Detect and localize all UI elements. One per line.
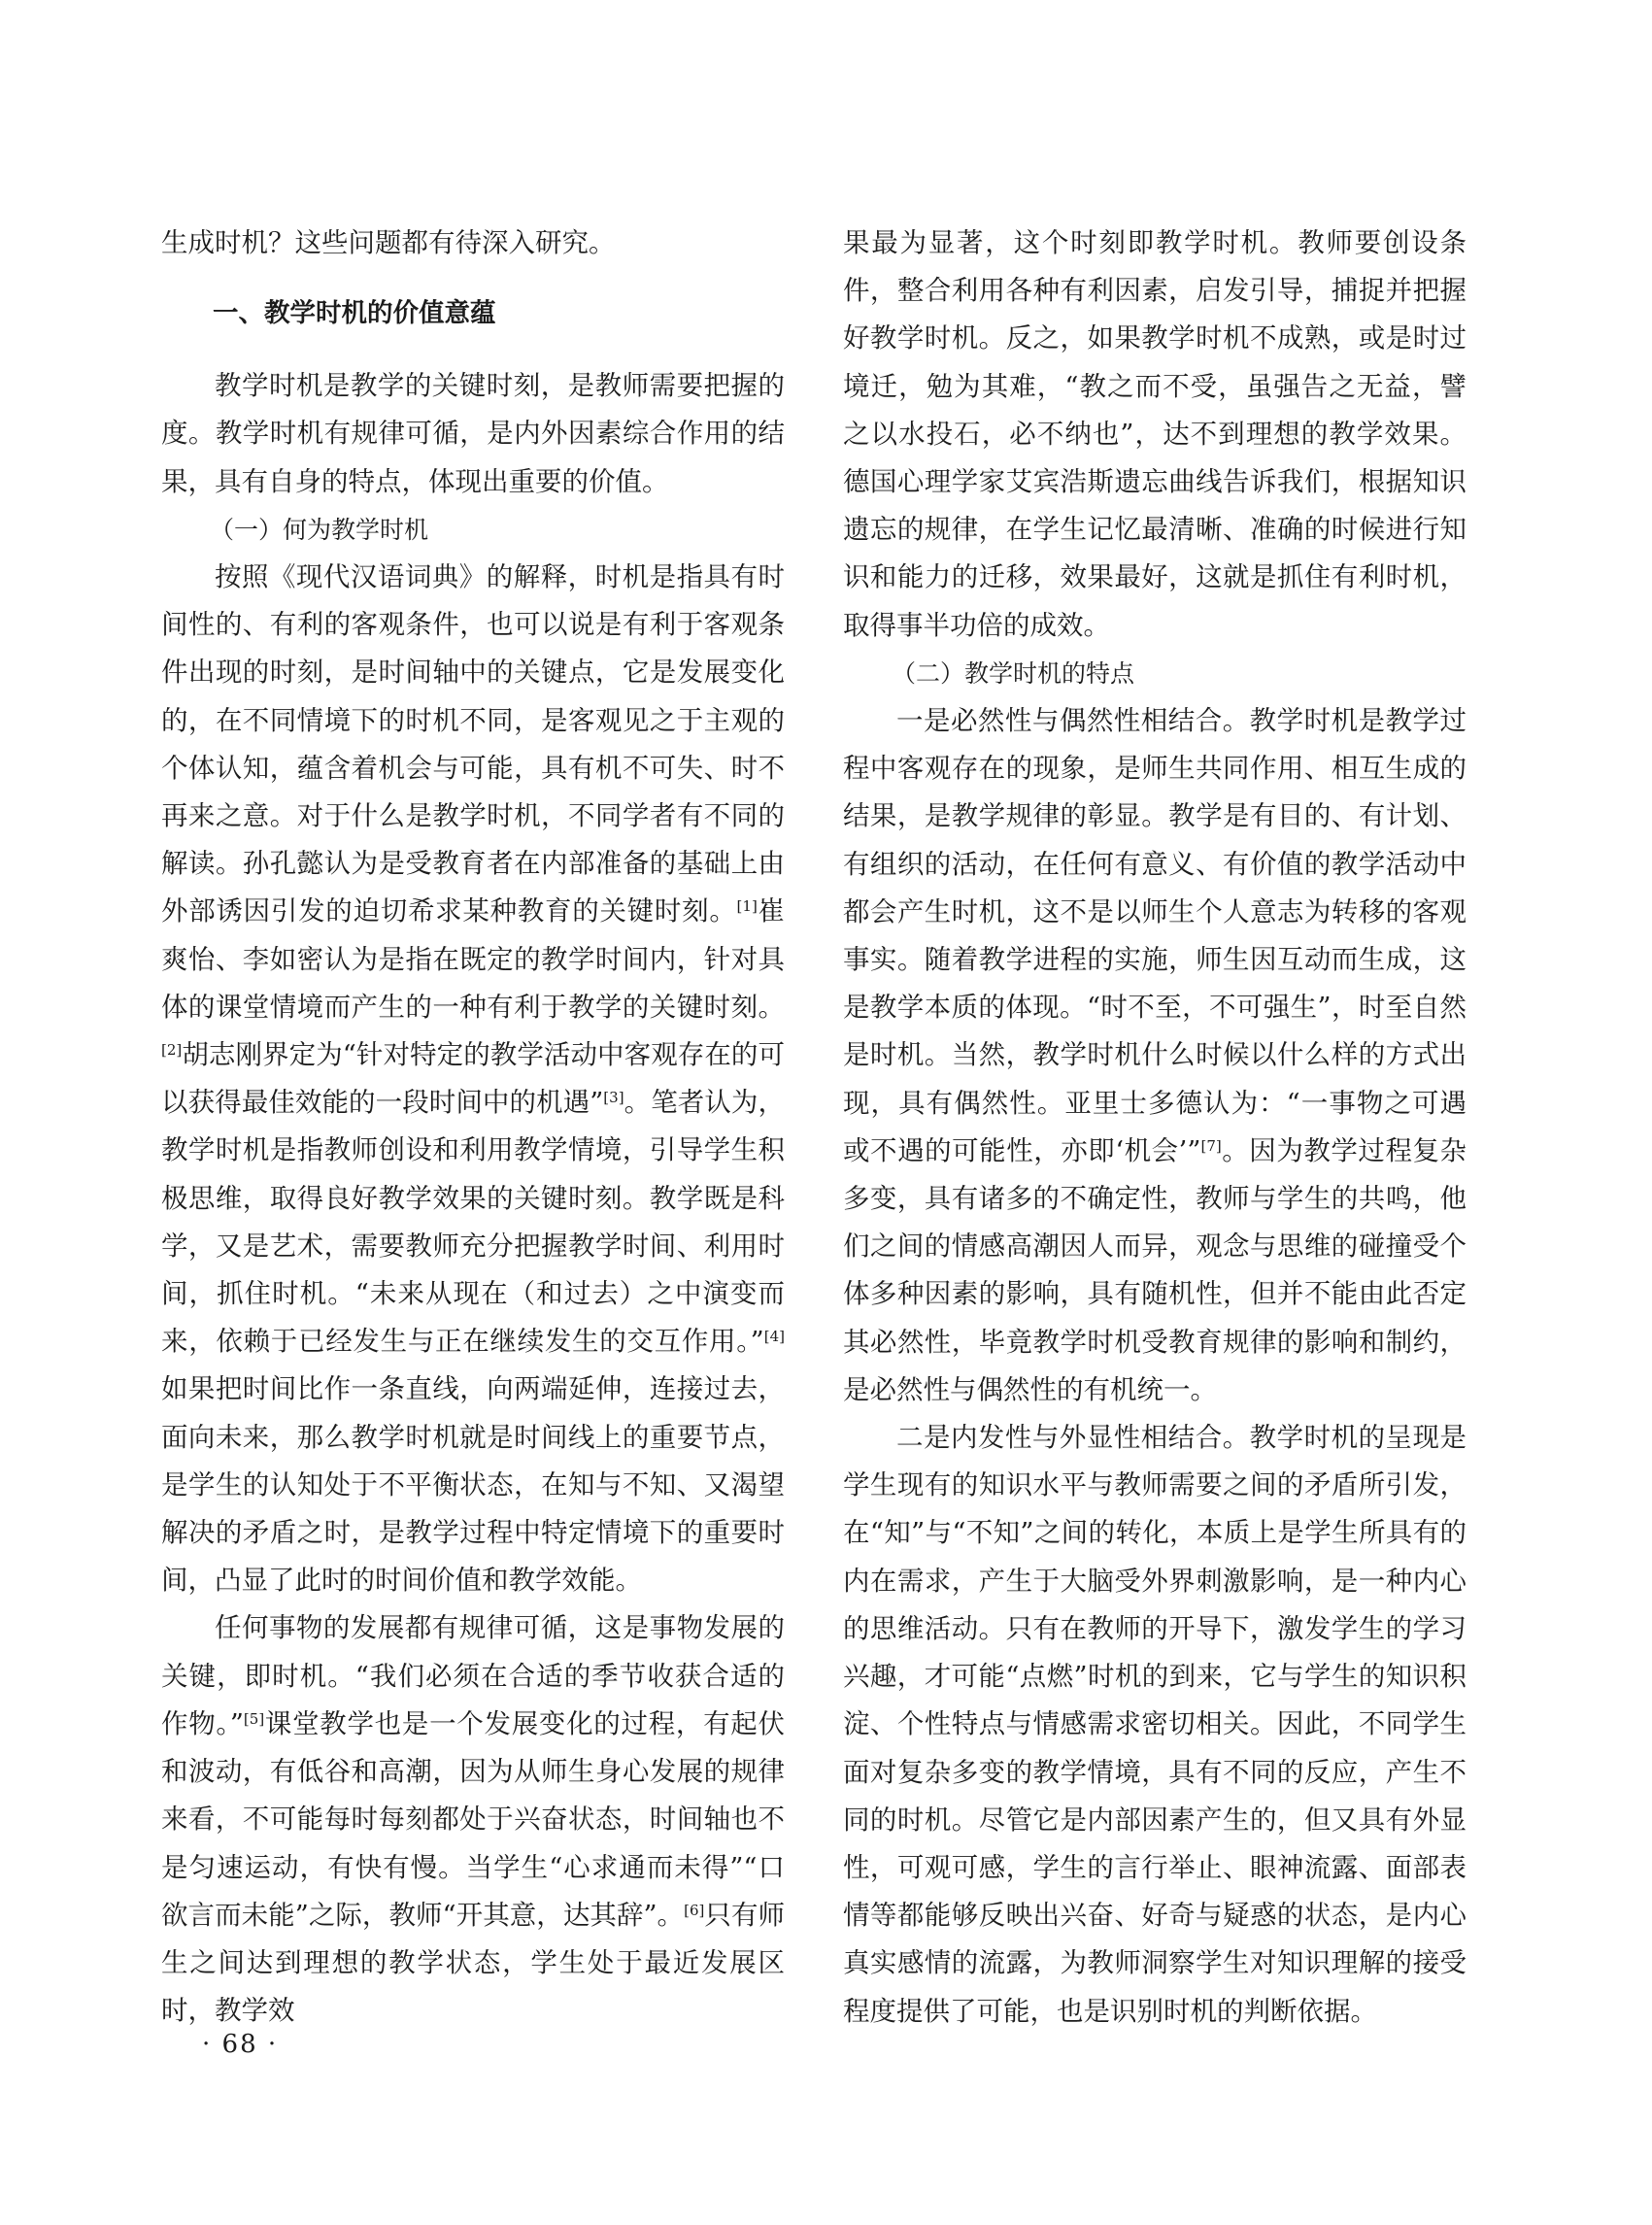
citation-6: [6] <box>684 1901 705 1919</box>
page-number: · 68 · <box>202 2030 279 2059</box>
text-run: 。笔者认为，教学时机是指教师创设和利用教学情境，引导学生积极思维，取得良好教学效果的关键时刻。教学既是科学，又是艺术，需要教师充分把握教学时间、利用时间，抓住时机。“未来从现在（和过去）之中演变而来，依赖于已经发生与正在继续发生的交互作用。” <box>161 1087 786 1358</box>
subsection-heading-2: （二）教学时机的特点 <box>892 658 1135 688</box>
citation-2: [2] <box>161 1041 183 1060</box>
text-run: 崔爽怡、李如密认为是指在既定的教学时间内，针对具体的课堂情境而产生的一种有利于教学的关键时刻。 <box>161 895 786 1023</box>
paragraph-section-intro: 教学时机是教学的关键时刻，是教师需要把握的度。教学时机有规律可循，是内外因素综合作用的结果，具有自身的特点，体现出重要的价值。 <box>161 370 785 497</box>
text-run: 胡志刚界定为“针对特定的教学活动中客观存在的可以获得最佳效能的一段时间中的机遇” <box>161 1039 785 1119</box>
right-column <box>843 219 1467 2036</box>
text-run: 如果把时间比作一条直线，向两端延伸，连接过去，面向未来，那么教学时机就是时间线上的重要节点，是学生的认知处于不平衡状态，在知与不知、又渴望解决的矛盾之时，是教学过程中特定情境下的重要时间，凸显了此时的时间价值和教学效能。 <box>161 1373 785 1597</box>
text-run: 。因为教学过程复杂多变，具有诸多的不确定性，教师与学生的共鸣，他们之间的情感高潮因人而异，观念与思维的碰撞受个体多种因素的影响，具有随机性，但并不能由此否定其必然性，毕竟教学时机受教育规律的影响和制约，是必然性与偶然性的有机统一。 <box>843 1134 1467 1405</box>
citation-4: [4] <box>763 1328 785 1346</box>
subsection-heading-1: （一）何为教学时机 <box>210 515 429 544</box>
paragraph-intro-end: 生成时机？这些问题都有待深入研究。 <box>161 227 616 258</box>
citation-5: [5] <box>243 1709 265 1728</box>
text-run: 课堂教学也是一个发展变化的过程，有起伏和波动，有低谷和高潮，因为从师生身心发展的规律来看，不可能每时每刻都处于兴奋状态，时间轴也不是匀速运动，有快有慢。当学生“心求通而未得”“口欲言而未能”之际，教师“开其意，达其辞”。 <box>161 1707 786 1931</box>
paragraph-feature-1 <box>843 697 1467 1414</box>
text-run: 任何事物的发展都有规律可循，这是事物发展的关键，即时机。“我们必须在合适的季节收获合适的作物。” <box>161 1612 785 1739</box>
text-run: 按照《现代汉语词典》的解释，时机是指具有时间性的、有利的客观条件，也可以说是有利于客观条件出现的时刻，是时间轴中的关键点，它是发展变化的，在不同情境下的时机不同，是客观见之于主观的个体认知，蕴含着机会与可能，具有机不可失、时不再来之意。对于什么是教学时机，不同学者有不同的解读。孙孔懿认为是受教育者在内部准备的基础上由外部诱因引发的迫切希求某种教育的关键时刻。 <box>161 561 785 927</box>
citation-1: [1] <box>736 897 758 916</box>
paragraph-definition <box>161 554 785 1604</box>
citation-7: [7] <box>1200 1136 1222 1155</box>
paragraph-development <box>161 1604 785 2035</box>
paragraph-continuation: 果最为显著，这个时刻即教学时机。教师要创设条件，整合利用各种有利因素，启发引导，捕捉并把握好教学时机。反之，如果教学时机不成熟，或是时过境迁，勉为其难，“教之而不受，虽强告之无益，譬之以水投石，必不纳也”，达不到理想的教学效果。德国心理学家艾宾浩斯遗忘曲线告诉我们，根据知识遗忘的规律，在学生记忆最清晰、准确的时候进行知识和能力的迁移，效果最好，这就是抓住有利时机，取得事半功倍的成效。 <box>843 227 1467 641</box>
text-run: 只有师生之间达到理想的教学状态，学生处于最近发展区时，教学效 <box>161 1899 785 2027</box>
section-heading: 一、教学时机的价值意蕴 <box>213 298 496 329</box>
text-run: 一是必然性与偶然性相结合。教学时机是教学过程中客观存在的现象，是师生共同作用、相互生成的结果，是教学规律的彰显。教学是有目的、有计划、有组织的活动，在任何有意义、有价值的教学活动中都会产生时机，这不是以师生个人意志为转移的客观事实。随着教学进程的实施，师生因互动而生成，这是教学本质的体现。“时不至，不可强生”，时至自然是时机。当然，教学时机什么时候以什么样的方式出现，具有偶然性。亚里士多德认为：“一事物之可遇或不遇的可能性，亦即‘机会’” <box>843 705 1467 1166</box>
left-column <box>161 219 785 2035</box>
paragraph-feature-2: 二是内发性与外显性相结合。教学时机的呈现是学生现有的知识水平与教师需要之间的矛盾所引发，在“知”与“不知”之间的转化，本质上是学生所具有的内在需求，产生于大脑受外界刺激影响，是一种内心的思维活动。只有在教师的开导下，激发学生的学习兴趣，才可能“点燃”时机的到来，它与学生的知识积淀、个性特点与情感需求密切相关。因此，不同学生面对复杂多变的教学情境，具有不同的反应，产生不同的时机。尽管它是内部因素产生的，但又具有外显性，可观可感，学生的言行举止、眼神流露、面部表情等都能够反映出兴奋、好奇与疑惑的状态，是内心真实感情的流露，为教师洞察学生对知识理解的接受程度提供了可能，也是识别时机的判断依据。 <box>843 1422 1467 2027</box>
citation-3: [3] <box>603 1089 624 1107</box>
